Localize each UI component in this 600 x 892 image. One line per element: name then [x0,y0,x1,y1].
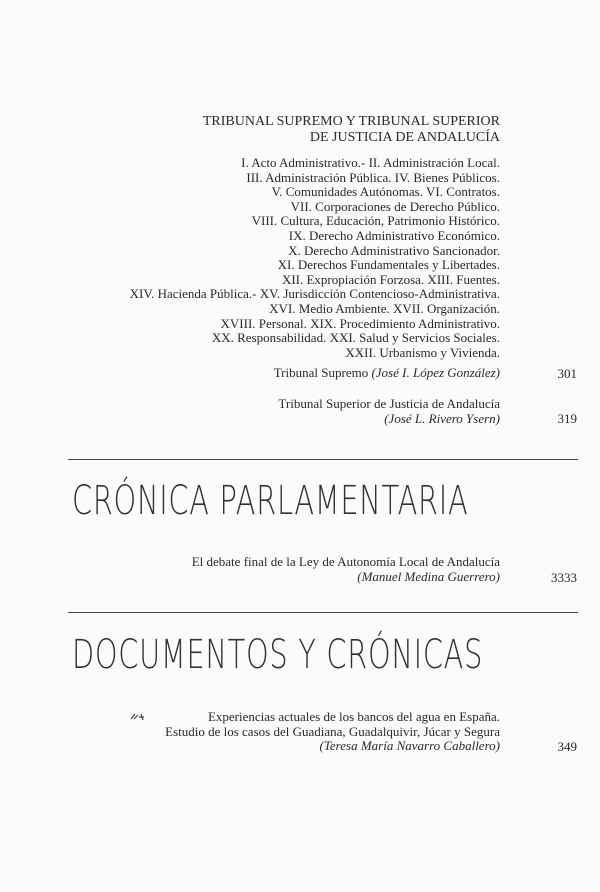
page-number: 3333 [551,570,577,585]
toc-entry-tsj-andalucia[interactable] [278,397,500,426]
page-number: 319 [557,411,577,426]
entry-author: (José L. Rivero Ysern) [384,410,500,426]
topic-line: XI. Derechos Fundamentales y Libertades. [277,257,500,273]
ornament-icon [130,711,146,724]
topic-line: XXII. Urbanismo y Vivienda. [345,344,500,360]
section-heading-cronica-parlamentaria: CRÓNICA PARLAMENTARIA [72,478,469,524]
section-tribunal-titles [203,114,500,146]
section-divider [68,459,578,460]
entry-author: (José I. López González) [371,365,500,380]
toc-entry-debate-final[interactable] [192,555,500,584]
topic-line: VII. Corporaciones de Derecho Público. [290,198,500,214]
section-title-line-2: DE JUSTICIA DE ANDALUCÍA [309,130,500,145]
page-number: 301 [557,366,577,381]
entry-author: (Teresa María Navarro Caballero) [319,738,500,754]
topic-line: III. Administración Pública. IV. Bienes Públicos. [246,169,500,185]
topic-line: X. Derecho Administrativo Sancionador. [288,242,500,258]
topic-line: XIV. Hacienda Pública.- XV. Jurisdicción Contencioso-Administrativa. [129,286,500,302]
topic-line: VIII. Cultura, Educación, Patrimonio Histórico. [251,213,500,229]
entry-label: Tribunal Superior de Justicia de Andalucía [278,396,500,411]
page-number: 349 [557,739,577,754]
toc-entry-bancos-del-agua[interactable] [165,710,500,754]
topic-line: XX. Responsabilidad. XXI. Salud y Servicios Sociales. [211,330,500,346]
entry-title-line-1: Experiencias actuales de los bancos del agua en España. [207,709,500,724]
topic-line: V. Comunidades Autónomas. VI. Contratos. [271,184,500,200]
topic-line: XVI. Medio Ambiente. XVII. Organización. [269,300,500,316]
toc-entry-tribunal-supremo[interactable] [274,366,500,381]
entry-title: El debate final de la Ley de Autonomía Local de Andalucía [191,554,500,569]
section-heading-documentos-y-cronicas: DOCUMENTOS Y CRÓNICAS [72,632,484,678]
topic-line: I. Acto Administrativo.- II. Administración Local. [241,155,500,170]
section-title-line-1: TRIBUNAL SUPREMO Y TRIBUNAL SUPERIOR [202,114,500,129]
topic-line: XVIII. Personal. XIX. Procedimiento Administrativo. [220,315,500,331]
section-divider [68,612,578,613]
topic-list [130,156,500,360]
entry-author: (Manuel Medina Guerrero) [357,568,500,584]
entry-title-line-2: Estudio de los casos del Guadiana, Guadalquivir, Júcar y Segura [165,723,500,739]
entry-label: Tribunal Supremo [273,365,369,380]
topic-line: XII. Expropiación Forzosa. XIII. Fuentes. [281,271,500,287]
topic-line: IX. Derecho Administrativo Económico. [288,227,500,243]
